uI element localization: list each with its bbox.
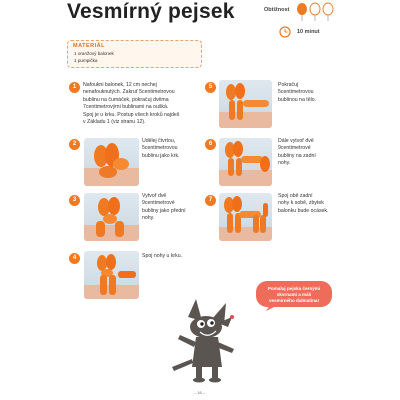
step-3-text: Vytvoř dvě 9centimetrové bubliny jako přední nohy. <box>142 193 186 222</box>
step-3-photo <box>84 193 139 241</box>
difficulty-label: Obtížnost <box>264 7 290 13</box>
speech-text: Pomaluj pejska černými skvrnami a máš vesmírného dalmatina! <box>267 286 321 304</box>
step-number-2: 2 <box>69 139 80 150</box>
step-7-photo <box>219 193 272 241</box>
step-number-6: 6 <box>205 139 216 150</box>
page-title: Vesmírný pejsek <box>67 0 235 23</box>
step-5-text: Pokračuj 5centimetrovou bublinou na tělo. <box>278 82 317 103</box>
material-item: 1 oranžový balonek <box>74 51 114 56</box>
step-2-photo <box>84 138 139 186</box>
difficulty-balloons-icon <box>296 2 336 22</box>
step-4-photo <box>84 251 139 299</box>
step-2-text: Udělej čtvrtou, 5centimetrovou bublinu jako krk. <box>142 138 180 159</box>
time-label: 10 minut <box>297 29 320 35</box>
step-1-text: Nafoukni balonek, 12 cm nechej nenafouknutých. Zakruť 5centimetrovou bublinu na čumáček, pokračuj dvěma 7centimetrovými bublinami na oušká. Spoj je u krku. Postup všech kroků najdeš v Základu 1 (viz stranu 12). <box>83 82 180 126</box>
clock-icon <box>279 26 291 38</box>
step-number-5: 5 <box>205 82 216 93</box>
cartoon-dog-illustration <box>166 297 258 385</box>
material-heading: MATERIÁL <box>73 43 106 49</box>
step-number-1: 1 <box>69 82 80 93</box>
step-number-7: 7 <box>205 195 216 206</box>
step-5-photo <box>219 80 272 128</box>
step-6-photo <box>219 138 272 186</box>
step-6-text: Dále vytvoř dvě 9centimetrové bubliny na zadní nohy. <box>278 138 316 167</box>
step-number-3: 3 <box>69 195 80 206</box>
material-item: 1 pumpička <box>74 58 98 63</box>
step-number-4: 4 <box>69 253 80 264</box>
page-number: – 16 – <box>194 390 206 395</box>
step-7-text: Spoj obě zadní nohy k sobě, zbytek balonku bude ocásek. <box>278 193 329 214</box>
material-box <box>67 40 202 68</box>
step-4-text: Spoj nohy u krku. <box>142 253 183 259</box>
